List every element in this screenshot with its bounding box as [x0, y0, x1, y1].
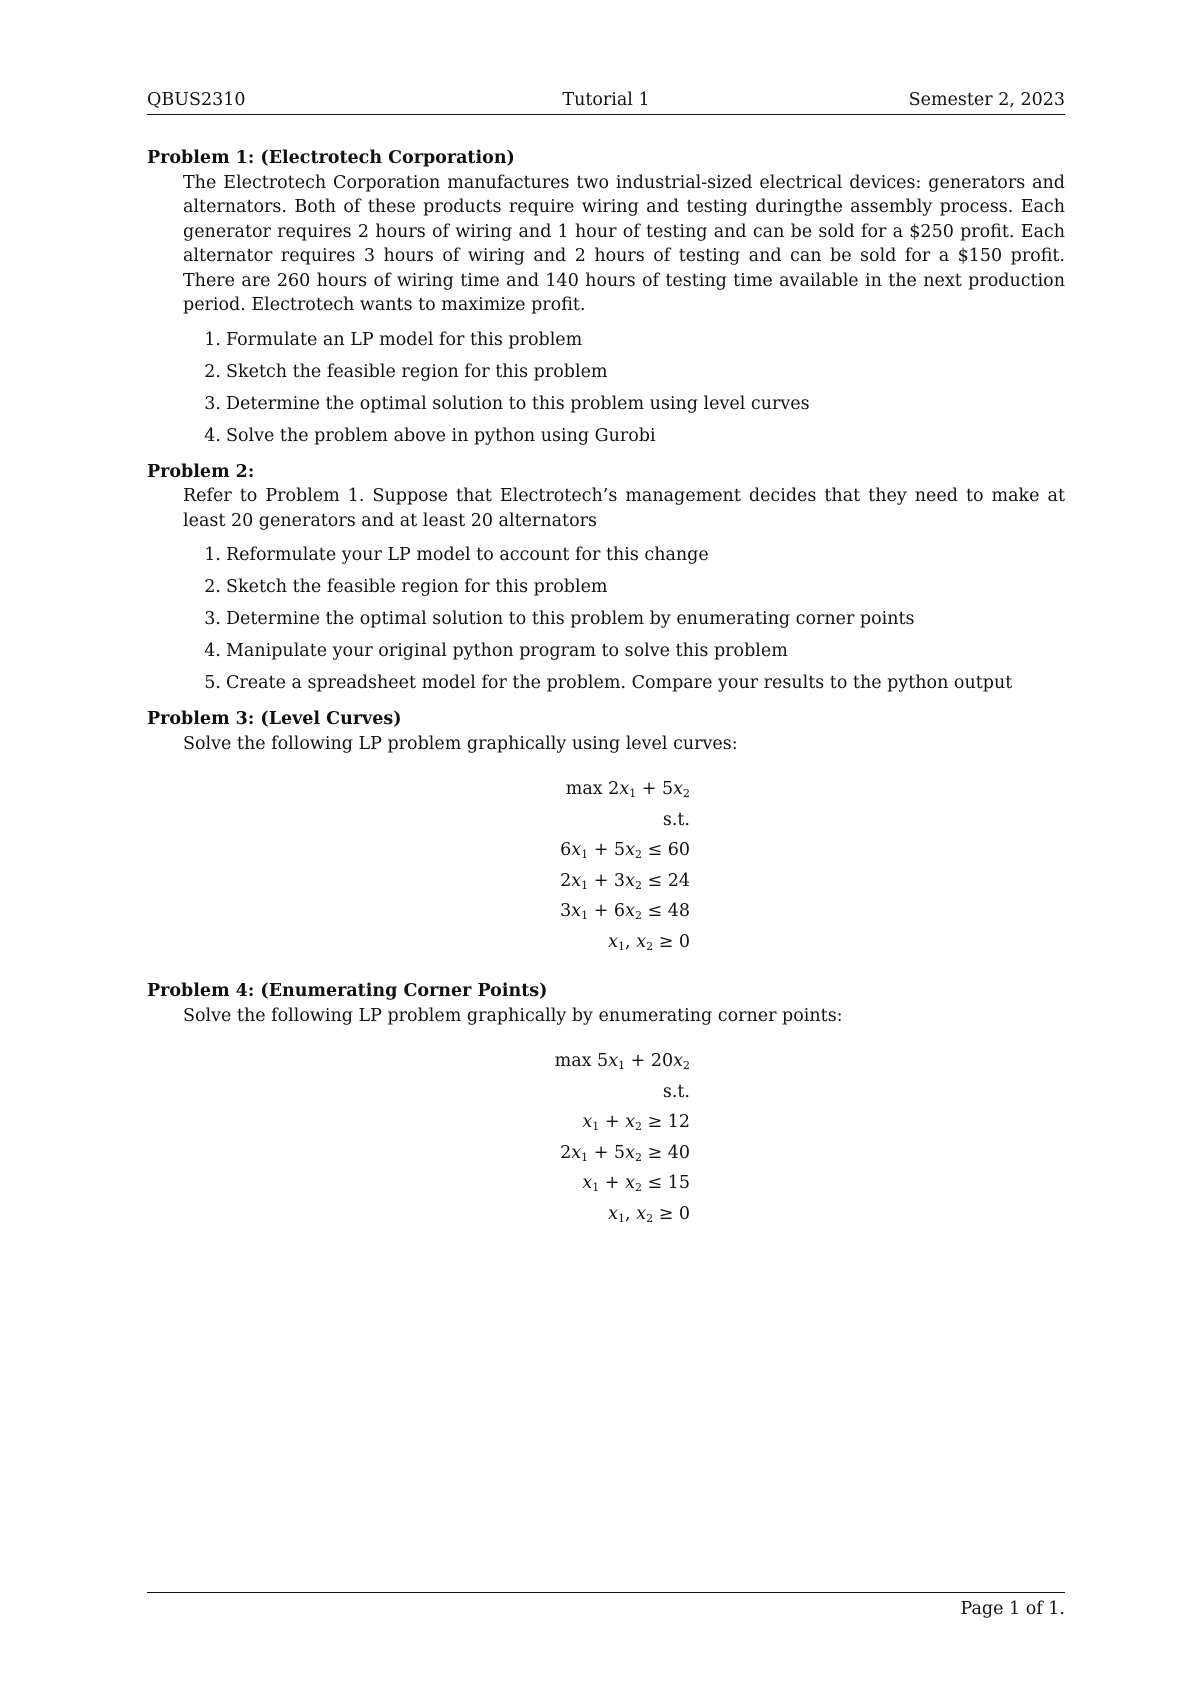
list-item: 2. Sketch the feasible region for this problem	[204, 361, 608, 382]
constraint-2: $2x_1 + 3x_2 \le 24$	[560, 870, 690, 892]
constraint-1: $6x_1 + 5x_2 \le 60$	[560, 840, 690, 861]
subject-to-label: s.t.	[662, 809, 690, 830]
objective-function: $\max 2x_1 + 5x_2$	[565, 779, 690, 800]
list-item: 2. Sketch the feasible region for this problem	[204, 577, 608, 597]
problem-title: Problem 1: (Electrotech Corporation)	[147, 148, 515, 168]
constraint-3: $x_1 + x_2 \le 15$	[582, 1173, 690, 1194]
problem-title: Problem 3: (Level Curves)	[147, 709, 402, 729]
footer-divider	[147, 1592, 1065, 1593]
list-item: 3. Determine the optimal solution to this problem by enumerating corner points	[204, 609, 915, 629]
page-header	[147, 88, 1065, 112]
objective-function: $\max 5x_1 + 20x_2$	[554, 1051, 690, 1072]
subject-to-label: s.t.	[662, 1081, 690, 1102]
semester-label: Semester 2, 2023	[908, 90, 1065, 110]
list-item: 1. Reformulate your LP model to account for this change	[204, 545, 709, 565]
problem-3	[147, 707, 1065, 957]
constraint-3: $3x_1 + 6x_2 \le 48$	[560, 901, 690, 922]
problem-description: Refer to Problem 1. Suppose that Electrotech’s management decides that they need to make at least 20 generators and at least 20 alternators	[183, 486, 1065, 531]
problem-description: Solve the following LP problem graphically by enumerating corner points:	[183, 1005, 843, 1026]
page-number: Page 1 of 1.	[960, 1599, 1065, 1619]
list-item: 3. Determine the optimal solution to this problem using level curves	[204, 393, 810, 414]
constraint-2: $2x_1 + 5x_2 \ge 40$	[560, 1142, 690, 1164]
task-list	[147, 328, 1065, 448]
course-code: QBUS2310	[147, 90, 246, 110]
problem-title: Problem 2:	[147, 461, 255, 482]
lp-formulation	[147, 774, 1065, 957]
tutorial-title: Tutorial 1	[562, 90, 650, 110]
problem-description: The Electrotech Corporation manufactures two industrial-sized electrical devices: generators and alternators. Both of these products require wiring and testing duringthe assembly process. Each generator requires 2 hours of wiring and 1 hour of testing and can be sold for a $250 profit. Each alternator requires 3 hours of wiring and 2 hours of testing and can be sold for a $150 profit. There are 260 hours of wiring time and 140 hours of testing time available in the next production period. Electrotech wants to maximize profit.	[183, 172, 1065, 315]
problem-2	[147, 460, 1065, 696]
task-list	[147, 543, 1065, 695]
problem-4	[147, 979, 1065, 1229]
nonnegativity-constraint: $x_1$, $x_2 \ge 0$	[608, 931, 690, 953]
page-footer	[147, 1597, 1065, 1621]
problem-title: Problem 4: (Enumerating Corner Points)	[147, 981, 548, 1001]
header-divider	[147, 114, 1065, 115]
list-item: 4. Solve the problem above in python using Gurobi	[204, 425, 656, 446]
page-content	[147, 146, 1065, 1241]
problem-1	[147, 146, 1065, 448]
list-item: 4. Manipulate your original python program to solve this problem	[204, 641, 788, 661]
problem-description: Solve the following LP problem graphically using level curves:	[183, 733, 738, 754]
list-item: 1. Formulate an LP model for this problem	[204, 329, 583, 350]
constraint-1: $x_1 + x_2 \ge 12$	[582, 1112, 690, 1133]
nonnegativity-constraint: $x_1$, $x_2 \ge 0$	[608, 1203, 690, 1225]
lp-formulation	[147, 1046, 1065, 1229]
list-item: 5. Create a spreadsheet model for the problem. Compare your results to the python output	[204, 673, 1013, 693]
